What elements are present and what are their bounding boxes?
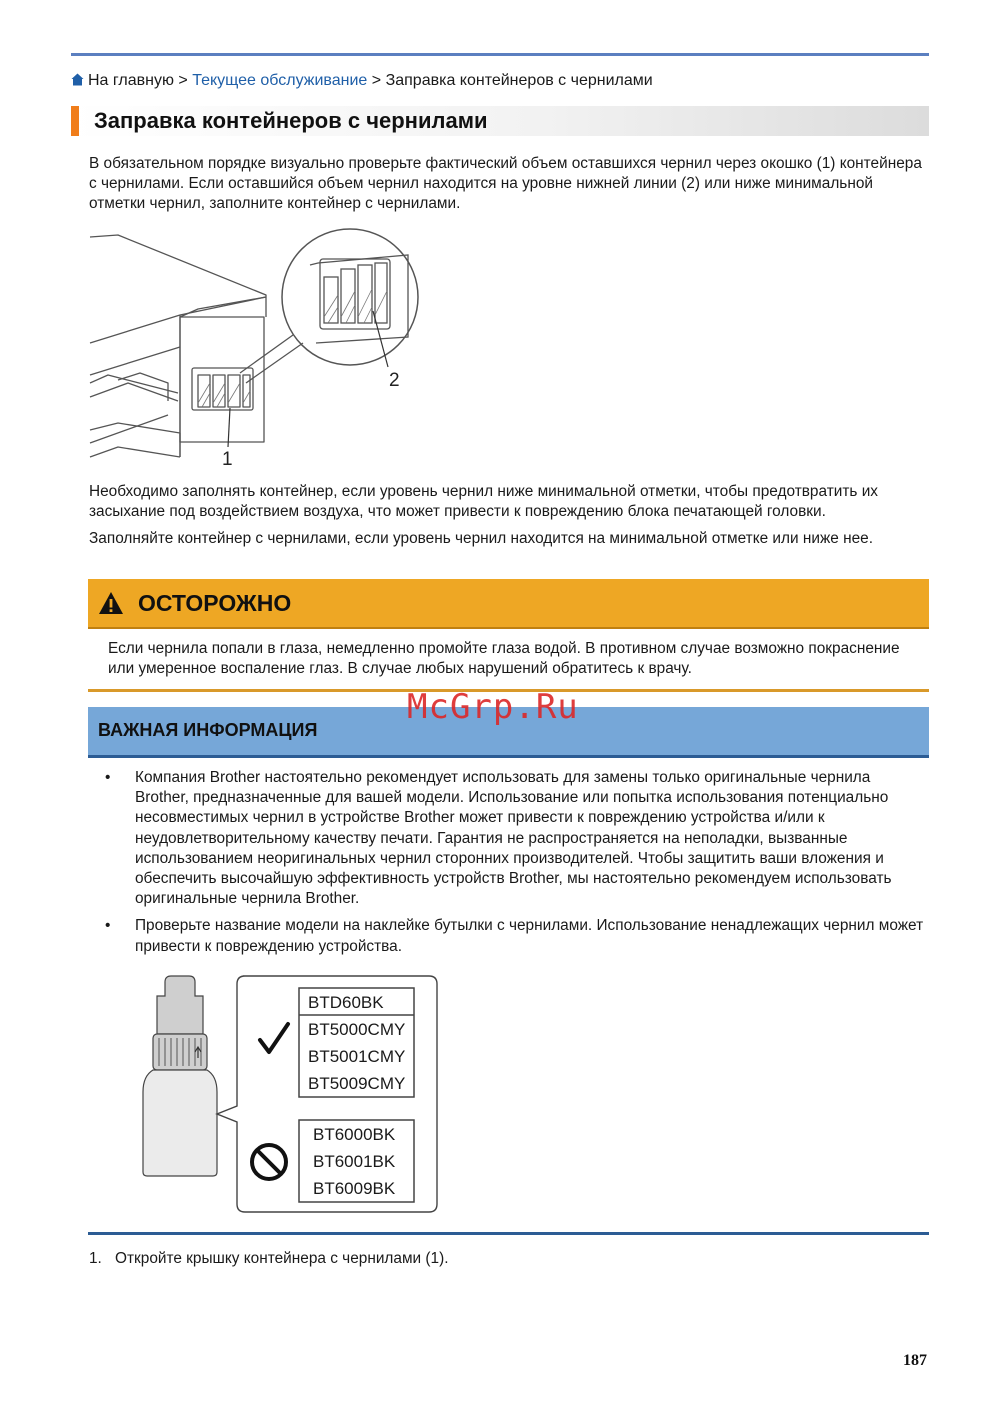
breadcrumb-home[interactable]: На главную: [88, 72, 174, 89]
breadcrumb-separator: >: [371, 72, 382, 89]
ink-tank-illustration: [88, 225, 428, 475]
compatible-model: BTD60BK: [308, 993, 384, 1012]
compatible-model: BT5001CMY: [308, 1047, 406, 1066]
callout-1: 1: [222, 449, 233, 470]
caution-header: [88, 579, 929, 629]
intro-paragraph: В обязательном порядке визуально проверьте фактический объем оставшихся чернил через окошко (1) контейнера с чернилами. Если оставшийся объем чернил находится на уровне нижней линии (2) или ниже минимальной отметки чернил, заполните контейнер с чернилами.: [89, 155, 922, 213]
page-title-bar: [71, 106, 929, 136]
list-item: [105, 916, 925, 956]
watermark: McGrp.Ru: [407, 687, 579, 727]
warning-triangle-icon: [98, 591, 124, 615]
incompatible-model: BT6000BK: [313, 1125, 396, 1144]
home-icon[interactable]: [71, 73, 84, 86]
incompatible-model: BT6009BK: [313, 1179, 396, 1198]
title-accent: [71, 106, 79, 136]
caution-label: ОСТОРОЖНО: [138, 590, 292, 616]
step-1: [89, 1249, 449, 1269]
refill-reason-paragraph: Необходимо заполнять контейнер, если уровень чернил ниже минимальной отметки, чтобы предотвратить их засыхание под воздействием воздуха, что может привести к повреждению блока печатающей головки.: [89, 483, 878, 521]
breadcrumb-separator: >: [178, 72, 188, 89]
step-number: 1.: [89, 1250, 102, 1267]
ink-bottle-illustration: [135, 972, 440, 1217]
breadcrumb-current: Заправка контейнеров с чернилами: [385, 72, 653, 89]
compatible-model: BT5000CMY: [308, 1020, 406, 1039]
caution-text: Если чернила попали в глаза, немедленно промойте глаза водой. В противном случае возможно покраснение или умеренное воспаление глаз. В случае любых нарушений обратитесь к врачу.: [108, 640, 900, 678]
bullet-marker: •: [105, 917, 111, 935]
section-bottom-rule: [88, 1232, 929, 1235]
list-item: [105, 768, 925, 909]
list-item-text: Компания Brother настоятельно рекомендует использовать для замены только оригинальные чернила Brother, предназначенные для вашей модели. Использование или попытка использования потенциально несовместимых чернил в устройстве Brother может привести к повреждению устройства и/или к неудовлетворительному качеству печати. Гарантия не распространяется на неполадки, вызванные использованием неоригинальных чернил сторонних производителей. Чтобы защитить ваши вложения и обеспечить высочайшую эффективность устройств Brother, мы настоятельно рекомендуем использовать оригинальные чернила Brother.: [135, 769, 892, 908]
compatible-model: BT5009CMY: [308, 1074, 406, 1093]
breadcrumb: [71, 72, 653, 90]
page-title: Заправка контейнеров с чернилами: [94, 108, 488, 133]
important-info-label: ВАЖНАЯ ИНФОРМАЦИЯ: [98, 720, 318, 740]
callout-2: 2: [389, 370, 400, 391]
important-info-list: [105, 768, 925, 964]
refill-level-paragraph: Заполняйте контейнер с чернилами, если уровень чернил находится на минимальной отметке или ниже нее.: [89, 530, 874, 547]
incompatible-model: BT6001BK: [313, 1152, 396, 1171]
breadcrumb-section-link[interactable]: Текущее обслуживание: [192, 72, 368, 89]
top-rule: [71, 53, 929, 56]
bullet-marker: •: [105, 769, 111, 786]
step-text: Откройте крышку контейнера с чернилами (1).: [115, 1250, 449, 1267]
list-item-text: Проверьте название модели на наклейке бутылки с чернилами. Использование ненадлежащих чернил может привести к повреждению устройства.: [135, 917, 924, 955]
page-number: 187: [903, 1352, 927, 1369]
